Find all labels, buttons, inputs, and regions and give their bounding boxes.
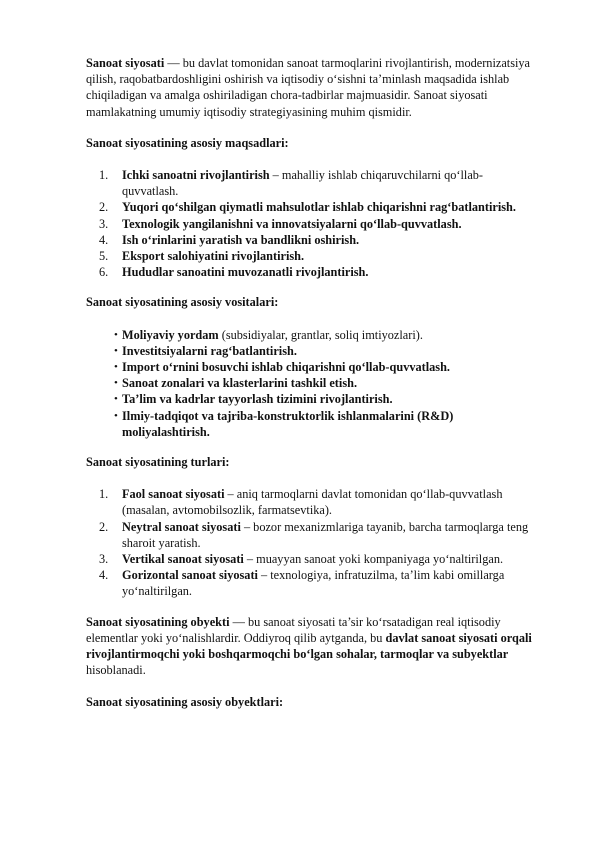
tools-item: • Moliyaviy yordam (subsidiyalar, grantlar, soliq imtiyozlari). xyxy=(114,327,423,342)
tools-heading: Sanoat siyosatining asosiy vositalari: xyxy=(86,295,279,310)
goals-list xyxy=(86,167,536,280)
types-item: 1. Faol sanoat siyosati – aniq tarmoqlarni davlat tomonidan qo‘llab-quvvatlash (masalan, avtomobilsozlik, farmatsevtika). xyxy=(99,487,503,518)
object-paragraph: Sanoat siyosatining obyekti — bu sanoat siyosati ta’sir ko‘rsatadigan real iqtisodiy elementlar yoki yo‘nalishlardir. Oddiyroq qilib aytganda, bu davlat sanoat siyosati orqali rivojlantirmoqchi yoki boshqarmoqchi bo‘lgan sohalar, tarmoqlar va subyektlar hisoblanadi. xyxy=(86,614,532,678)
types-item: 3. Vertikal sanoat siyosati – muayyan sanoat yoki kompaniyaga yo‘naltirilgan. xyxy=(99,552,504,567)
bullet-icon: • xyxy=(114,361,118,374)
intro-term: Sanoat siyosati xyxy=(86,56,165,70)
tools-item: • Investitsiyalarni rag‘batlantirish. xyxy=(114,343,297,358)
goals-item: 6. Hududlar sanoatini muvozanatli rivojlantirish. xyxy=(99,265,369,280)
goals-item: 3. Texnologik yangilanishni va innovatsiyalarni qo‘llab-quvvatlash. xyxy=(99,216,462,231)
tools-item: • Sanoat zonalari va klasterlarini tashkil etish. xyxy=(114,376,358,391)
tools-item: • Ta’lim va kadrlar tayyorlash tizimini rivojlantirish. xyxy=(114,392,393,407)
tools-item: • Import o‘rnini bosuvchi ishlab chiqarishni qo‘llab-quvvatlash. xyxy=(114,360,451,375)
tools-item: • Ilmiy-tadqiqot va tajriba-konstruktorlik ishlanmalarini (R&D) moliyalashtirish. xyxy=(114,408,454,439)
bullet-icon: • xyxy=(114,409,118,422)
tools-list xyxy=(86,327,536,440)
object-term: Sanoat siyosatining obyekti xyxy=(86,614,230,629)
intro-text: — bu davlat tomonidan sanoat tarmoqlarini rivojlantirish, modernizatsiya qilish, raqobatbardoshligini oshirish va iqtisodiy o‘sishni ta’minlash maqsadida ishlab chiqiladigan va amalga oshiriladigan chora-tadbirlar majmuasidir. Sanoat siyosati mamlakatning umumiy iqtisodiy strategiyasining muhim qismidir. xyxy=(86,56,530,119)
types-list xyxy=(86,486,536,599)
goals-item: 5. Eksport salohiyatini rivojlantirish. xyxy=(99,249,305,264)
bullet-icon: • xyxy=(114,393,118,406)
intro-paragraph xyxy=(86,55,536,120)
goals-item: 2. Yuqori qo‘shilgan qiymatli mahsulotlar ishlab chiqarishni rag‘batlantirish. xyxy=(99,200,516,215)
bullet-icon: • xyxy=(114,344,118,357)
goals-item: 1. Ichki sanoatni rivojlantirish – mahalliy ishlab chiqaruvchilarni qo‘llab-quvvatlash. xyxy=(99,168,484,199)
types-heading: Sanoat siyosatining turlari: xyxy=(86,455,230,470)
types-item: 4. Gorizontal sanoat siyosati – texnologiya, infratuzilma, ta’lim kabi omillarga yo‘naltirilgan. xyxy=(99,568,505,599)
types-item: 2. Neytral sanoat siyosati – bozor mexanizmlariga tayanib, barcha tarmoqlarga teng sharoit yaratish. xyxy=(99,519,529,550)
goals-heading: Sanoat siyosatining asosiy maqsadlari: xyxy=(86,135,289,150)
bullet-icon: • xyxy=(114,328,118,341)
goals-item: 4. Ish o‘rinlarini yaratish va bandlikni oshirish. xyxy=(99,232,360,247)
bullet-icon: • xyxy=(114,377,118,390)
objects-heading: Sanoat siyosatining asosiy obyektlari: xyxy=(86,694,284,709)
